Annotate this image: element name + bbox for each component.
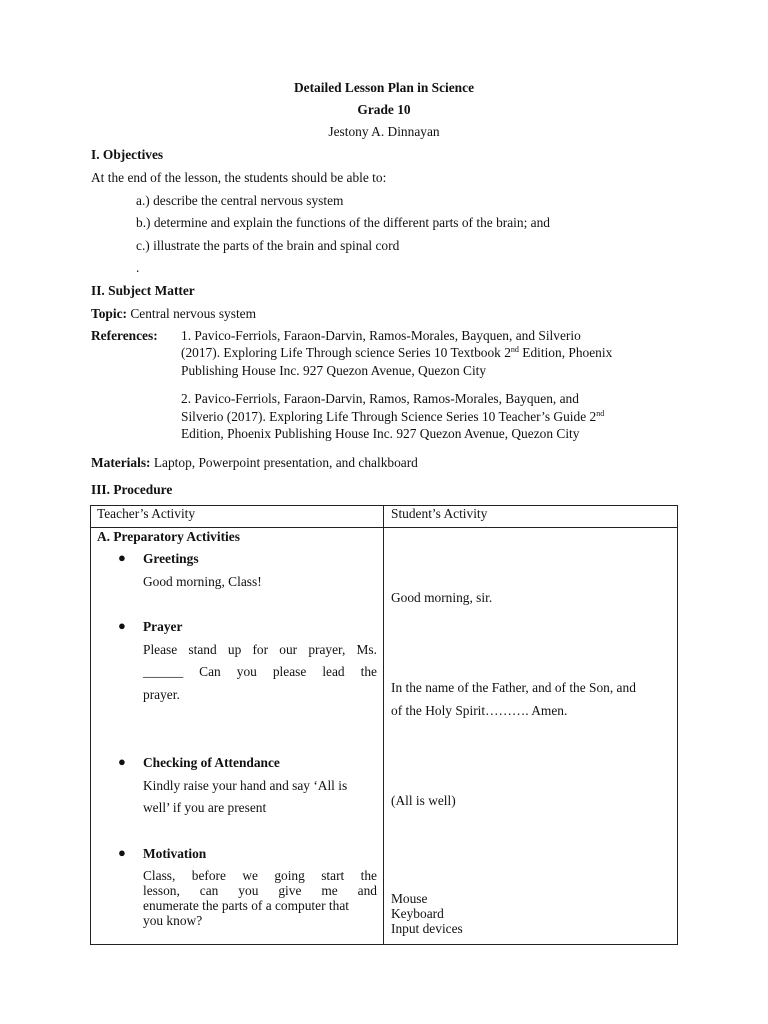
- table-column-divider: [383, 505, 384, 945]
- prayer-teacher-line-2: ______ Can you please lead the: [143, 664, 377, 679]
- reference-1-text: (2017). Exploring Life Through science Series 10 Textbook 2: [181, 345, 511, 360]
- section-a-heading: A. Preparatory Activities: [97, 529, 240, 544]
- motivation-teacher-line-3: enumerate the parts of a computer that: [143, 898, 349, 913]
- topic-value: Central nervous system: [130, 306, 257, 321]
- bullet-icon: ●: [118, 618, 126, 633]
- subject-matter-heading: II. Subject Matter: [91, 283, 195, 298]
- grade-level: Grade 10: [357, 102, 411, 117]
- superscript: nd: [510, 345, 519, 354]
- greetings-title: Greetings: [143, 551, 199, 566]
- motivation-teacher-line-4: you know?: [143, 913, 203, 928]
- attendance-title: Checking of Attendance: [143, 755, 280, 770]
- reference-2-line-3: Edition, Phoenix Publishing House Inc. 927 Quezon Avenue, Quezon City: [181, 426, 580, 441]
- attendance-teacher-line-2: well’ if you are present: [143, 800, 267, 815]
- objective-item: c.) illustrate the parts of the brain and spinal cord: [136, 238, 400, 253]
- reference-1-line-2: [181, 344, 612, 361]
- reference-1-text: Edition, Phoenix: [518, 345, 613, 360]
- prayer-teacher-line-1: Please stand up for our prayer, Ms.: [143, 642, 377, 657]
- prayer-student-line-1: In the name of the Father, and of the Son, and: [391, 680, 636, 695]
- references-label: References:: [91, 328, 158, 343]
- reference-1-line-3: Publishing House Inc. 927 Quezon Avenue, Quezon City: [181, 363, 487, 378]
- objectives-heading: I. Objectives: [91, 147, 164, 162]
- motivation-student-item: Keyboard: [391, 906, 444, 921]
- procedure-heading: III. Procedure: [91, 482, 173, 497]
- bullet-icon: ●: [118, 845, 126, 860]
- document-title: Detailed Lesson Plan in Science: [293, 80, 475, 95]
- motivation-teacher-line-1: Class, before we going start the: [143, 868, 377, 883]
- objectives-intro: At the end of the lesson, the students should be able to:: [91, 170, 387, 185]
- objective-item: b.) determine and explain the functions of the different parts of the brain; and: [136, 215, 550, 230]
- greetings-student-text: Good morning, sir.: [391, 590, 493, 605]
- attendance-teacher-line-1: Kindly raise your hand and say ‘All is: [143, 778, 348, 793]
- objective-item: a.) describe the central nervous system: [136, 193, 344, 208]
- objective-item: .: [136, 260, 140, 275]
- motivation-teacher-line-2: lesson, can you give me and: [143, 883, 377, 898]
- greetings-teacher-text: Good morning, Class!: [143, 574, 262, 589]
- reference-2-line-2: [181, 408, 604, 425]
- column-header-student: Student’s Activity: [391, 506, 488, 521]
- reference-1-line-1: 1. Pavico-Ferriols, Faraon-Darvin, Ramos-Morales, Bayquen, and Silverio: [181, 328, 581, 343]
- bullet-icon: ●: [118, 754, 126, 769]
- motivation-student-item: Mouse: [391, 891, 428, 906]
- prayer-student-line-2: of the Holy Spirit………. Amen.: [391, 703, 568, 718]
- bullet-icon: ●: [118, 550, 126, 565]
- attendance-student-text: (All is well): [391, 793, 456, 808]
- materials-label: Materials:: [91, 455, 151, 470]
- reference-2-line-1: 2. Pavico-Ferriols, Faraon-Darvin, Ramos, Ramos-Morales, Bayquen, and: [181, 391, 579, 406]
- prayer-teacher-line-3: prayer.: [143, 687, 180, 702]
- topic-label: Topic:: [91, 306, 127, 321]
- reference-2-text: Silverio (2017). Exploring Life Through Science Series 10 Teacher’s Guide 2: [181, 409, 597, 424]
- materials-value: Laptop, Powerpoint presentation, and chalkboard: [153, 455, 418, 470]
- topic-line: [91, 305, 256, 322]
- author-name: Jestony A. Dinnayan: [328, 124, 440, 139]
- motivation-title: Motivation: [143, 846, 207, 861]
- materials-line: [91, 454, 418, 471]
- prayer-title: Prayer: [143, 619, 183, 634]
- column-header-teacher: Teacher’s Activity: [97, 506, 196, 521]
- motivation-student-item: Input devices: [391, 921, 463, 936]
- superscript: nd: [596, 409, 605, 418]
